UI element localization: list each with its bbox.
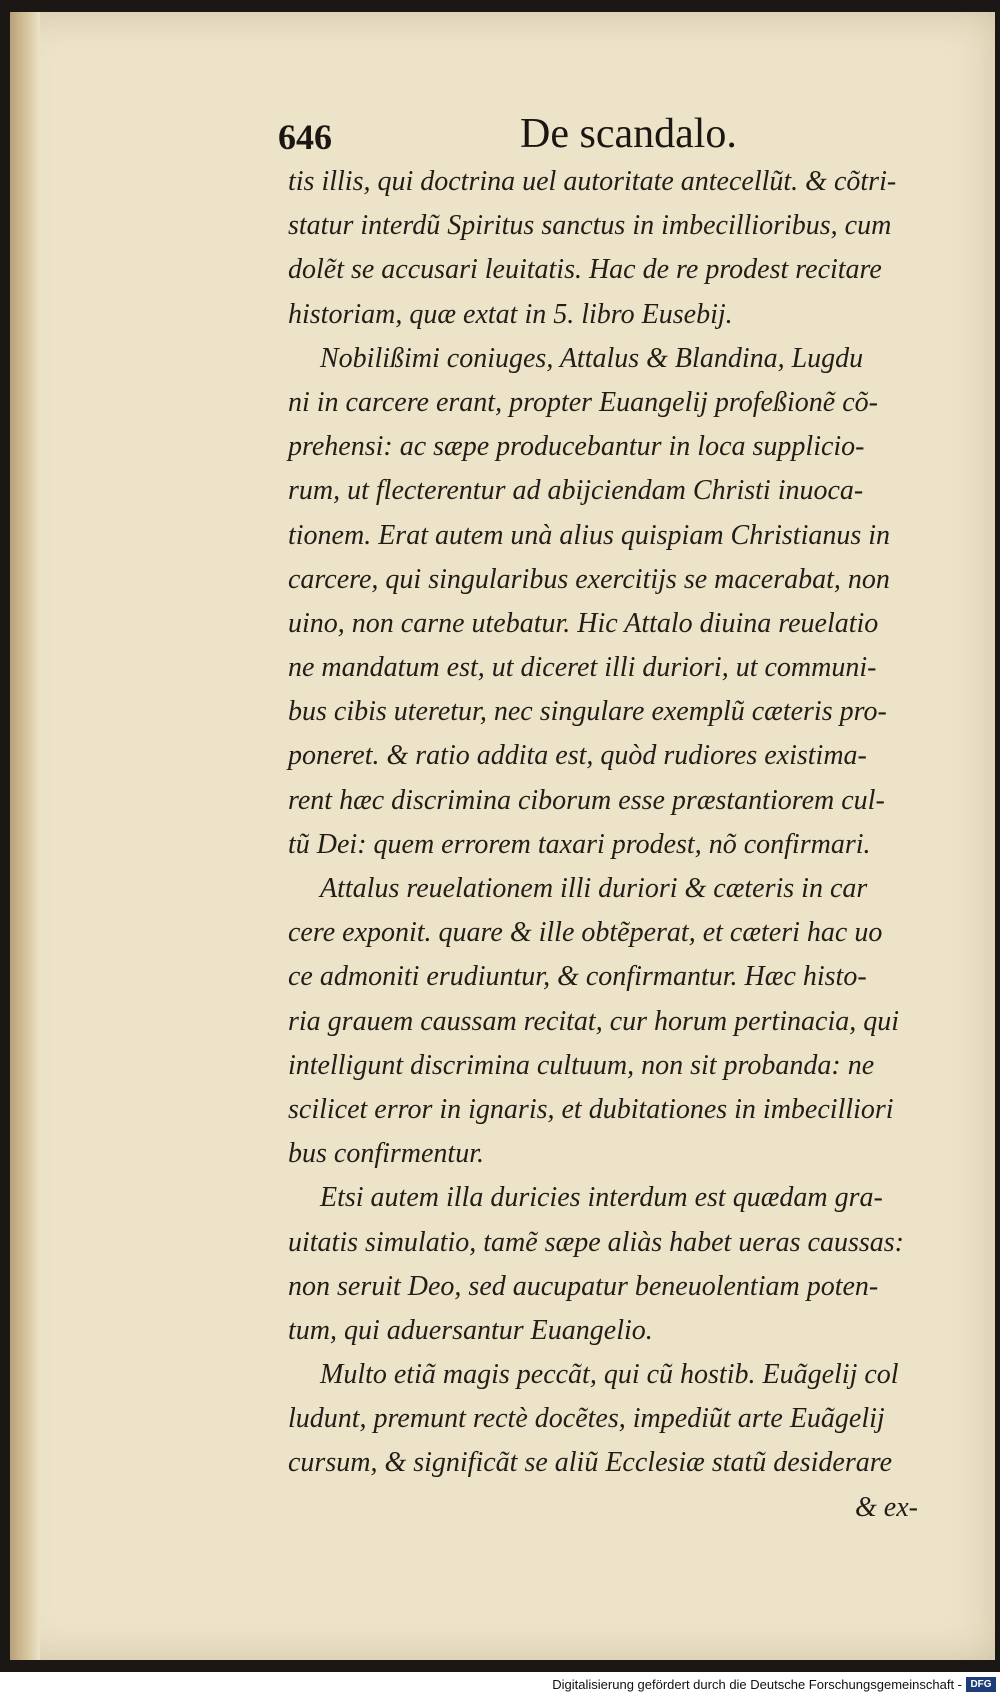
funding-credit: Digitalisierung gefördert durch die Deutsche Forschungsgemeinschaft - xyxy=(552,1677,962,1692)
text-line: bus cibis uteretur, nec singulare exemplũ cæteris pro- xyxy=(288,696,887,728)
text-line: ne mandatum est, ut diceret illi duriori, ut communi- xyxy=(288,652,877,684)
text-line: uitatis simulatio, tamẽ sæpe aliàs habet ueras caussas: xyxy=(288,1226,904,1258)
text-line: Nobilißimi coniuges, Attalus & Blandina, Lugdu xyxy=(320,342,864,374)
text-line: ni in carcere erant, propter Euangelij profeßionẽ cõ- xyxy=(288,386,878,418)
text-line: scilicet error in ignaris, et dubitationes in imbecilliori xyxy=(288,1093,894,1125)
text-line: statur interdũ Spiritus sanctus in imbecillioribus, cum xyxy=(288,210,892,242)
text-line: Etsi autem illa duricies interdum est quædam gra- xyxy=(320,1182,883,1214)
text-line: bus confirmentur. xyxy=(288,1138,484,1170)
running-head xyxy=(278,110,738,160)
page-gutter xyxy=(10,12,40,1660)
text-line: cursum, & significãt se aliũ Ecclesiæ statũ desiderare xyxy=(288,1447,893,1479)
text-line: tũ Dei: quem errorem taxari prodest, nõ confirmari. xyxy=(288,828,871,860)
text-line: dolẽt se accusari leuitatis. Hac de re prodest recitare xyxy=(288,254,882,286)
text-line: Multo etiã magis peccãt, qui cũ hostib. Euãgelij col xyxy=(320,1359,899,1391)
text-line: tionem. Erat autem unà alius quispiam Christianus in xyxy=(288,519,891,551)
footer-bar xyxy=(0,1672,1000,1699)
page-number: 646 xyxy=(278,117,332,157)
text-line: intelligunt discrimina cultuum, non sit probanda: ne xyxy=(288,1049,875,1081)
text-line: cere exponit. quare & ille obtẽperat, et cæteri hac uo xyxy=(288,917,883,949)
body-text xyxy=(288,160,938,1530)
running-title: De scandalo. xyxy=(520,111,737,157)
text-line: non seruit Deo, sed aucupatur beneuolentiam poten- xyxy=(288,1270,879,1302)
text-line: rent hæc discrimina ciborum esse præstantiorem cul- xyxy=(288,784,885,816)
text-line: Attalus reuelationem illi duriori & cæteris in car xyxy=(320,873,868,904)
text-line: tis illis, qui doctrina uel autoritate antecellũt. & cõtri- xyxy=(288,166,897,197)
text-line: tum, qui aduersantur Euangelio. xyxy=(288,1314,653,1346)
catchword: & ex- xyxy=(855,1491,918,1523)
text-line: ludunt, premunt rectè docẽtes, impediũt arte Euãgelij xyxy=(288,1403,885,1435)
text-line: uino, non carne utebatur. Hic Attalo diuina reuelatio xyxy=(288,607,879,639)
text-line: rum, ut flecterentur ad abijciendam Christi inuoca- xyxy=(288,475,864,507)
text-line: prehensi: ac sæpe producebantur in loca supplicio- xyxy=(288,431,865,463)
text-line: ce admoniti erudiuntur, & confirmantur. Hæc histo- xyxy=(288,961,867,993)
text-line: historiam, quæ extat in 5. libro Eusebij. xyxy=(288,298,733,330)
text-line: poneret. & ratio addita est, quòd rudiores existima- xyxy=(288,740,867,772)
text-line: ria grauem caussam recitat, cur horum pertinacia, qui xyxy=(288,1005,900,1037)
text-line: carcere, qui singularibus exercitijs se macerabat, non xyxy=(288,563,890,595)
dfg-logo: DFG xyxy=(966,1677,996,1692)
